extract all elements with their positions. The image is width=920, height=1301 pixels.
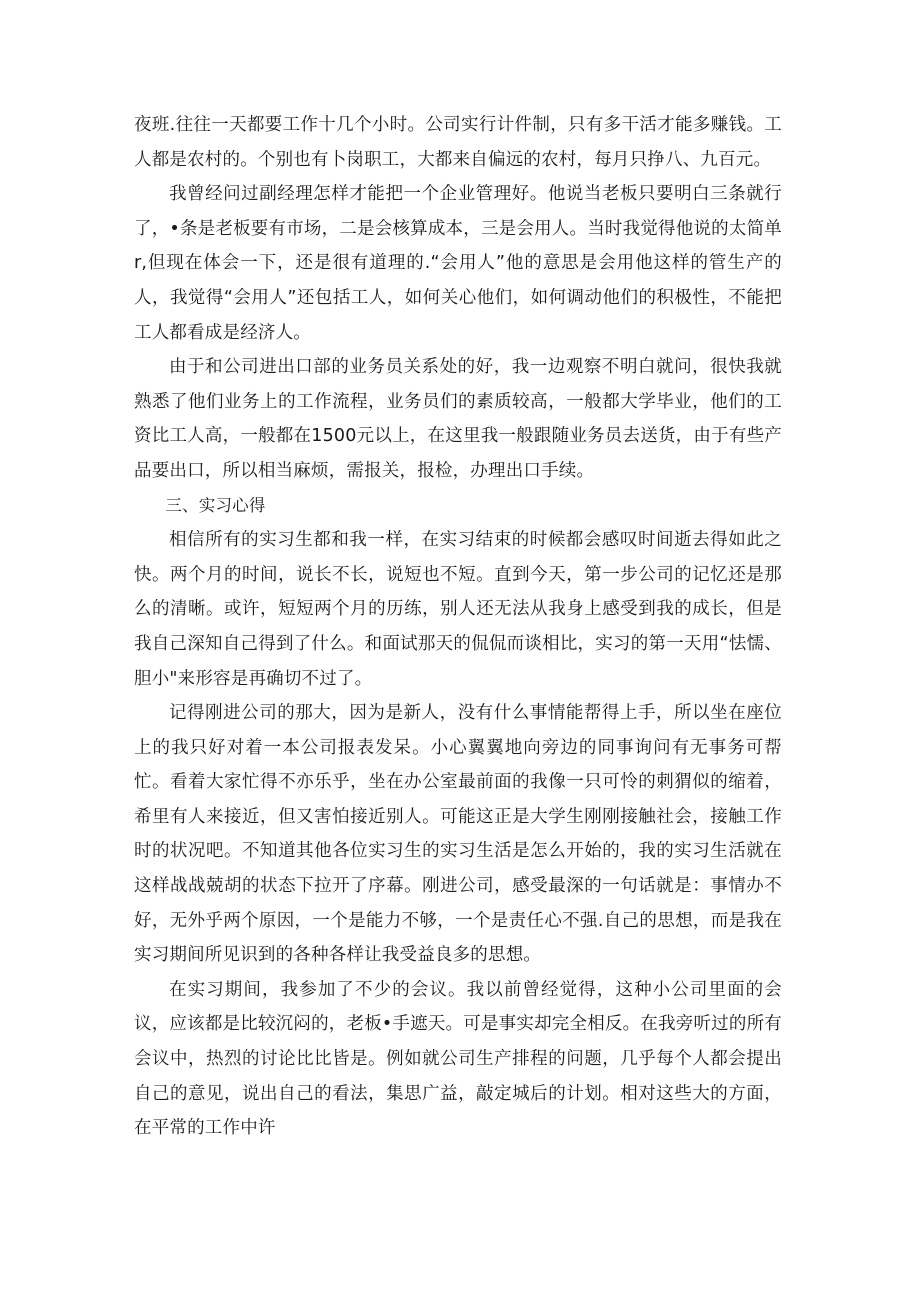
paragraph-time-passing: 相信所有的实习生都和我一样，在实习结束的时候都会感叹时间逝去得如此之快。两个月的时间，说长不长，说短也不短。直到今天，第一步公司的记忆还是那么的清晰。或许，短短两个月的历练，别人还无法从我身上感受到我的成长，但是我自己深知自己得到了什么。和面试那天的侃侃而谈相比，实习的第一天用“怯懦、胆小"来形容是再确切不过了。	[134, 530, 782, 689]
paragraph-manager-advice: 我曾经问过副经理怎样才能把一个企业管理好。他说当老板只要明白三条就行了，•条是老板要有市场，二是会核算成本，三是会用人。当时我觉得他说的太简单r,但现在体会一下，还是很有道理的.“会用人”他的意思是会用他这样的管生产的人，我觉得“会用人”还包括工人，如何关心他们，如何调动他们的积极性，不能把工人都看成是经济人。	[134, 184, 782, 343]
section-heading-internship-reflections: 三、实习心得	[165, 495, 266, 515]
paragraph-continuation: 夜班.往往一天都要工作十几个小时。公司实行计件制，只有多干活才能多赚钱。工人都是农村的。个别也有卜岗职工，大都来自偏远的农村，每月只挣八、九百元。	[134, 115, 782, 170]
paragraph-meetings: 在实习期间，我参加了不少的会议。我以前曾经觉得，这种小公司里面的会议，应该都是比较沉闷的，老板•手遮天。可是事实却完全相反。在我旁听过的所有会议中，热烈的讨论比比皆是。例如就公司生产排程的问题，几乎每个人都会提出自己的意见，说出自己的看法，集思广益，敲定城后的计划。相对这些大的方面，在平常的工作中许	[134, 979, 782, 1139]
paragraph-export-department: 由于和公司进出口部的业务员关系处的好，我一边观察不明白就问，很快我就熟悉了他们业务上的工作流程，业务员们的素质较高，一般都大学毕业，他们的工资比工人高，一般都在1500元以上，在这里我一般跟随业务员去送货，由于有些产品要出口，所以相当麻烦，需报关，报检，办理出口手续。	[134, 357, 782, 481]
document-page	[134, 108, 782, 1146]
paragraph-first-days: 记得刚进公司的那大，因为是新人，没有什么事情能帮得上手，所以坐在座位上的我只好对着一本公司报表发呆。小心翼翼地向旁边的同事询问有无事务可帮忙。看着大家忙得不亦乐乎，坐在办公室最前面的我像一只可怜的刺猬似的缩着，希里有人来接近，但又害怕接近别人。可能这正是大学生刚刚接触社会，接触工作时的状况吧。不知道其他各位实习生的实习生活是怎么开始的，我的实习生活就在这样战战兢胡的状态下拉开了序幕。刚进公司，感受最深的一句话就是：事情办不好，无外乎两个原因，一个是能力不够，一个是责任心不强.自己的思想，而是我在实习期间所见识到的各种各样让我受益良多的思想。	[134, 703, 782, 966]
